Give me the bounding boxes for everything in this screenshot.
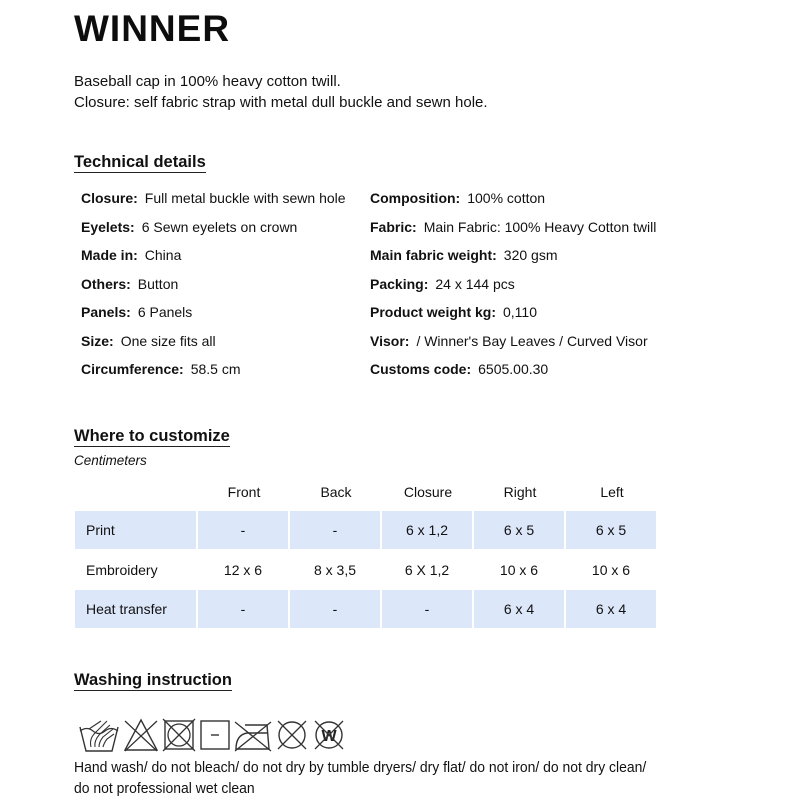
spec-row xyxy=(81,190,346,206)
spec-value: 6 Sewn eyelets on crown xyxy=(141,218,298,235)
spec-value: 0,110 xyxy=(503,304,537,320)
wet-clean-letter: W xyxy=(321,728,337,745)
spec-value: China xyxy=(144,247,182,263)
spec-row xyxy=(370,247,558,263)
spec-label: Composition: xyxy=(370,190,461,206)
description-line-1: Baseball cap in 100% heavy cotton twill. xyxy=(74,73,341,90)
spec-value: Button xyxy=(137,275,179,292)
spec-label: Eyelets: xyxy=(81,218,135,235)
spec-row xyxy=(81,361,241,377)
spec-value: 100% cotton xyxy=(467,190,546,206)
table-cell: 6 x 5 xyxy=(566,511,656,549)
spec-row xyxy=(370,219,656,235)
spec-label: Circumference: xyxy=(81,361,184,377)
table-cell: - xyxy=(198,590,288,628)
spec-label: Packing: xyxy=(370,275,429,292)
spec-value: / Winner's Bay Leaves / Curved Visor xyxy=(416,332,648,349)
table-cell: 8 x 3,5 xyxy=(313,562,357,578)
table-cell: 12 x 6 xyxy=(223,562,263,578)
spec-row xyxy=(370,304,537,320)
column-header: Closure xyxy=(403,484,453,500)
column-header: Front xyxy=(227,484,261,500)
spec-value: One size fits all xyxy=(120,332,216,349)
spec-row xyxy=(81,219,297,235)
table-cell: - xyxy=(290,590,380,628)
spec-value: 6505.00.30 xyxy=(478,361,549,377)
spec-row xyxy=(370,361,548,377)
hand-wash-icon xyxy=(77,717,121,753)
customize-heading: Where to customize xyxy=(74,427,230,445)
spec-value: 58.5 cm xyxy=(190,361,241,377)
spec-row xyxy=(81,247,181,263)
spec-label: Size: xyxy=(81,332,114,349)
do-not-dry-clean-icon xyxy=(274,717,310,753)
spec-label: Customs code: xyxy=(370,361,472,377)
do-not-tumble-dry-icon xyxy=(161,717,197,753)
product-title: WINNER xyxy=(74,8,231,49)
spec-label: Product weight kg: xyxy=(370,304,496,320)
spec-value: 320 gsm xyxy=(503,247,558,263)
table-cell: 10 x 6 xyxy=(499,562,539,578)
table-cell: 6 x 1,2 xyxy=(382,511,472,549)
dry-flat-icon xyxy=(198,717,232,753)
row-label: Embroidery xyxy=(86,562,158,578)
spec-value: Main Fabric: 100% Heavy Cotton twill xyxy=(423,218,657,235)
spec-row xyxy=(81,333,216,349)
row-label: Print xyxy=(75,511,196,549)
spec-row xyxy=(370,333,648,349)
units-label: Centimeters xyxy=(74,453,147,468)
row-label: Heat transfer xyxy=(75,590,196,628)
spec-label: Made in: xyxy=(81,247,138,263)
description-line-2: Closure: self fabric strap with metal dull buckle and sewn hole. xyxy=(74,94,488,111)
spec-value: 24 x 144 pcs xyxy=(435,275,515,292)
spec-label: Closure: xyxy=(81,190,138,206)
spec-label: Others: xyxy=(81,275,131,292)
table-cell: - xyxy=(198,511,288,549)
washing-text-line-1: Hand wash/ do not bleach/ do not dry by tumble dryers/ dry flat/ do not iron/ do not dry clean/ xyxy=(74,759,647,776)
table-cell: - xyxy=(382,590,472,628)
table-cell: 6 x 4 xyxy=(566,590,656,628)
spec-value: Full metal buckle with sewn hole xyxy=(144,190,346,206)
spec-row xyxy=(370,190,545,206)
spec-row xyxy=(370,276,515,292)
table-cell: 6 x 4 xyxy=(474,590,564,628)
do-not-bleach-icon xyxy=(122,717,160,753)
do-not-iron-icon xyxy=(233,717,273,753)
washing-heading: Washing instruction xyxy=(74,671,232,689)
technical-details-heading: Technical details xyxy=(74,153,206,171)
spec-label: Main fabric weight: xyxy=(370,247,497,263)
column-header: Right xyxy=(503,484,537,500)
washing-text-line-2: do not professional wet clean xyxy=(74,780,255,797)
table-cell: - xyxy=(290,511,380,549)
table-cell: 6 X 1,2 xyxy=(404,562,450,578)
washing-icons xyxy=(77,717,347,753)
do-not-wet-clean-icon xyxy=(311,717,347,753)
table-cell: 6 x 5 xyxy=(474,511,564,549)
spec-value: 6 Panels xyxy=(137,304,193,320)
column-header: Back xyxy=(320,484,352,500)
spec-label: Visor: xyxy=(370,332,410,349)
table-cell: 10 x 6 xyxy=(591,562,631,578)
spec-row xyxy=(81,304,192,320)
spec-label: Fabric: xyxy=(370,218,417,235)
column-header: Left xyxy=(600,484,624,500)
spec-label: Panels: xyxy=(81,304,131,320)
spec-row xyxy=(81,276,178,292)
